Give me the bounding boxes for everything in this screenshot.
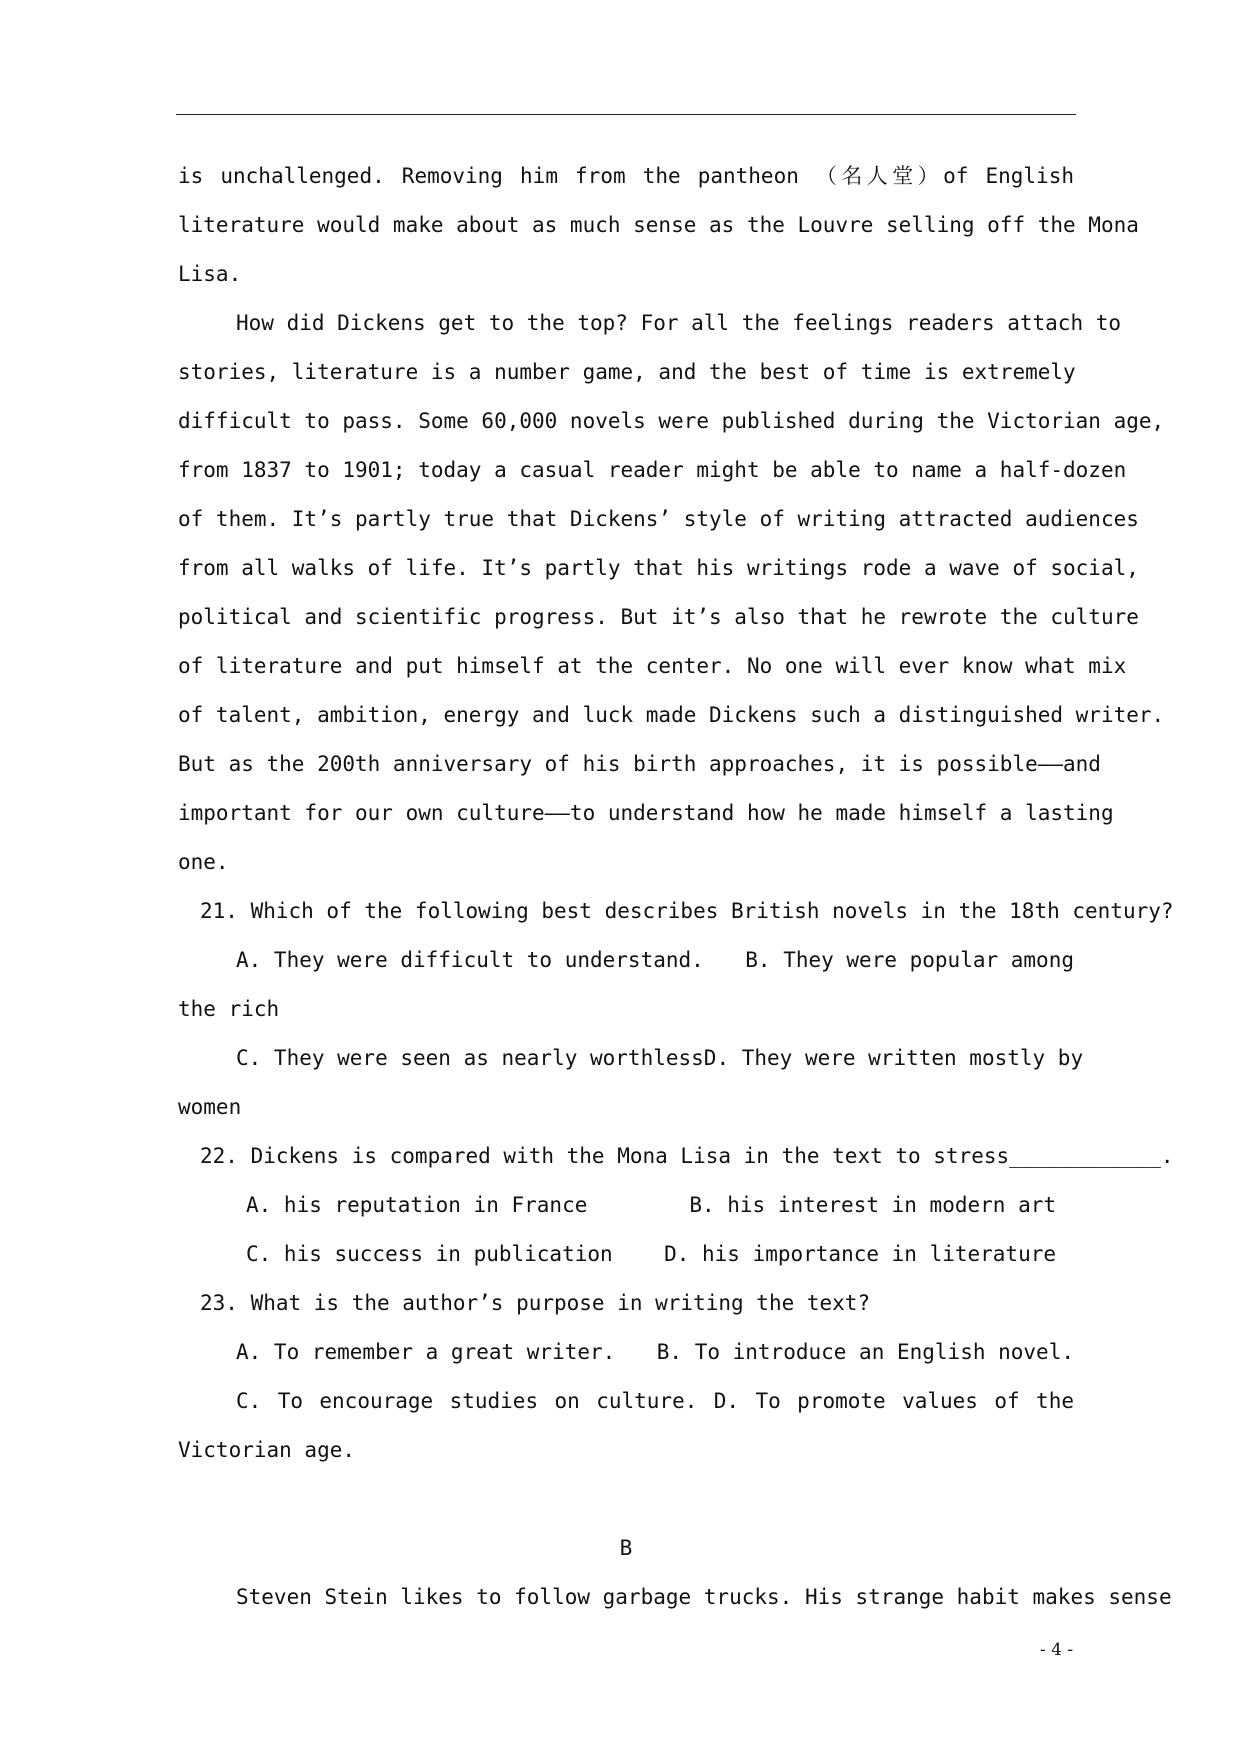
option-a: A. They were difficult to understand. [236, 948, 704, 972]
passage-line: difficult to pass. Some 60,000 novels were published during the Victorian age, [178, 409, 1165, 433]
option-d-continued: women [178, 1095, 242, 1119]
option-a: A. To remember a great writer. [236, 1340, 616, 1364]
option-b: B. his interest in modern art [689, 1193, 1056, 1217]
question-22-stem: 22. Dickens is compared with the Mona Lisa in the text to stress____________. [200, 1144, 1174, 1168]
passage-line: Lisa. [178, 262, 242, 286]
question-21-stem: 21. Which of the following best describes British novels in the 18th century? [200, 899, 1174, 923]
option-d: D. To promote values of the [713, 1389, 1074, 1413]
passage-line: from 1837 to 1901; today a casual reader might be able to name a half-dozen [178, 458, 1127, 482]
question-23-options-cd [178, 1377, 1074, 1426]
option-c: C. They were seen as nearly worthless [236, 1046, 704, 1070]
question-21-options-ab [178, 936, 1074, 985]
option-b-continued: the rich [178, 997, 280, 1021]
option-d: D. They were written mostly by [703, 1046, 1084, 1070]
option-c: C. To encourage studies on culture. [236, 1389, 698, 1413]
document-body [178, 152, 1174, 1622]
option-a: A. his reputation in France [246, 1193, 588, 1217]
passage-line: is unchallenged. Removing him from the pantheon （名人堂）of English [178, 164, 1074, 188]
passage-line: of talent, ambition, energy and luck made Dickens such a distinguished writer. [178, 703, 1165, 727]
question-23-options-ab [178, 1328, 1074, 1377]
passage-line: of them. It’s partly true that Dickens’ style of writing attracted audiences [178, 507, 1139, 531]
option-b: B. To introduce an English novel. [656, 1340, 1074, 1364]
question-21-options-cd [178, 1034, 1084, 1083]
passage-line: one. [178, 850, 229, 874]
option-c: C. his success in publication [246, 1242, 613, 1266]
passage-line: How did Dickens get to the top? For all the feelings readers attach to [236, 311, 1122, 335]
passage-line: from all walks of life. It’s partly that his writings rode a wave of social, [178, 556, 1139, 580]
passage-line: important for our own culture——to understand how he made himself a lasting [178, 801, 1114, 825]
question-23-stem: 23. What is the author’s purpose in writing the text? [200, 1291, 871, 1315]
question-22-options-cd [178, 1230, 1074, 1279]
option-b: B. They were popular among [745, 948, 1074, 972]
passage-line: political and scientific progress. But it’s also that he rewrote the culture [178, 605, 1139, 629]
passage-line: stories, literature is a number game, and the best of time is extremely [178, 360, 1076, 384]
section-b-first-line: Steven Stein likes to follow garbage trucks. His strange habit makes sense [236, 1585, 1172, 1609]
option-d: D. his importance in literature [664, 1242, 1056, 1266]
section-heading: B [619, 1536, 633, 1560]
question-22-options-ab [178, 1181, 1074, 1230]
page-number: - 4 - [1040, 1640, 1074, 1660]
passage-line: But as the 200th anniversary of his birth approaches, it is possible——and [178, 752, 1101, 776]
option-d-continued: Victorian age. [178, 1438, 356, 1462]
section-spacer [178, 1475, 1074, 1524]
passage-line: of literature and put himself at the center. No one will ever know what mix [178, 654, 1127, 678]
header-rule [176, 114, 1076, 115]
passage-line: literature would make about as much sense as the Louvre selling off the Mona [178, 213, 1139, 237]
